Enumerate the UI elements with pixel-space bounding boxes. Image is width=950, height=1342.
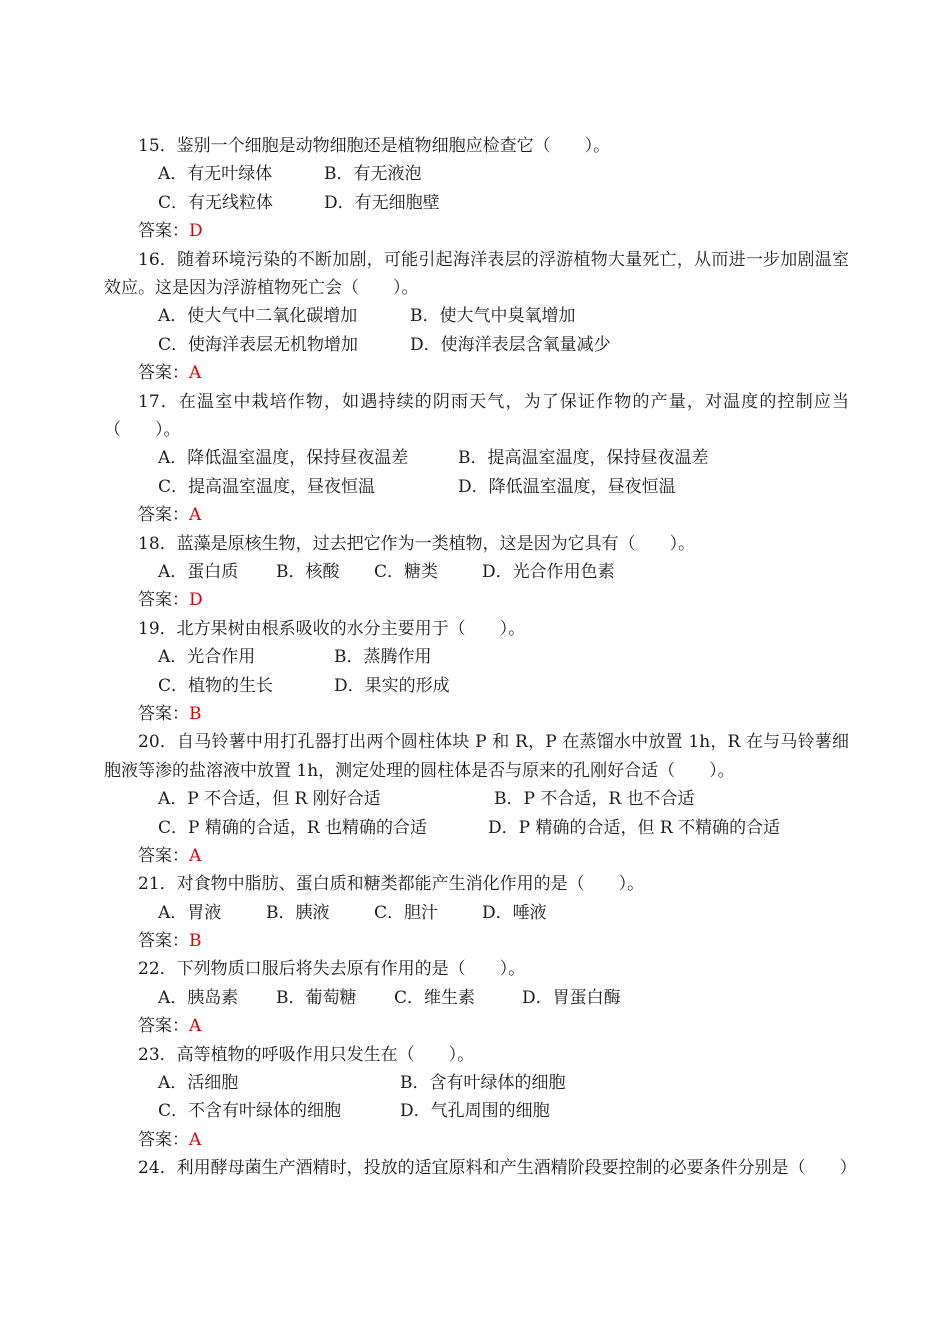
question-20 (104, 728, 849, 870)
option-c: C．有无线粒体 (158, 192, 274, 213)
question-23 (104, 1041, 849, 1155)
option-c: C．使海洋表层无机物增加 (158, 334, 359, 355)
option-b: B．蒸腾作用 (334, 647, 432, 668)
option-c: C．不含有叶绿体的细胞 (158, 1101, 342, 1122)
option-a: A．光合作用 (158, 647, 256, 668)
option-row (104, 473, 849, 501)
option-c: C．维生素 (394, 987, 476, 1008)
answer-line (104, 927, 849, 955)
answer-line (104, 359, 849, 387)
option-row (104, 558, 849, 586)
option-c: C．胆汁 (374, 902, 439, 923)
answer-line (104, 842, 849, 870)
option-d: D．唾液 (482, 902, 547, 923)
option-d: D．P 精确的合适，但 R 不精确的合适 (488, 817, 781, 838)
question-sheet (104, 132, 857, 1183)
answer-value: D (189, 221, 203, 242)
answer-line (104, 700, 849, 728)
option-row (104, 331, 849, 359)
question-stem: 21．对食物中脂肪、蛋白质和糖类都能产生消化作用的是（ ）。 (138, 874, 645, 895)
option-b: B．P 不合适，R 也不合适 (494, 789, 695, 810)
question-stem: 24．利用酵母菌生产酒精时，投放的适宜原料和产生酒精阶段要控制的必要条件分别是（ ） (138, 1158, 857, 1179)
option-row (104, 899, 849, 927)
answer-label: 答案： (138, 505, 189, 526)
option-a: A．P 不合适，但 R 刚好合适 (158, 789, 381, 810)
option-a: A．活细胞 (158, 1073, 239, 1094)
option-b: B．提高温室温度，保持昼夜温差 (458, 448, 709, 469)
option-c: C．植物的生长 (158, 675, 274, 696)
option-a: A．胰岛素 (158, 987, 239, 1008)
answer-value: D (189, 590, 203, 611)
option-d: D．有无细胞壁 (324, 192, 440, 213)
question-stem: 23．高等植物的呼吸作用只发生在（ ）。 (138, 1044, 475, 1065)
answer-value: B (189, 703, 202, 724)
answer-line (104, 1012, 849, 1040)
answer-value: A (189, 1016, 202, 1037)
question-stem: 20．自马铃薯中用打孔器打出两个圆柱体块 P 和 R，P 在蒸馏水中放置 1h，R 在与马铃薯细胞液等渗的盐溶液中放置 1h，测定处理的圆柱体是否与原来的孔刚好合适（ ）。 (104, 732, 849, 781)
question-stem: 15．鉴别一个细胞是动物细胞还是植物细胞应检查它（ ）。 (138, 136, 611, 156)
question-stem: 22．下列物质口服后将失去原有作用的是（ ）。 (138, 959, 526, 980)
answer-label: 答案： (138, 845, 189, 866)
option-b: B．有无液泡 (324, 164, 422, 185)
answer-label: 答案： (138, 703, 189, 724)
answer-label: 答案： (138, 931, 189, 952)
question-19 (104, 615, 849, 729)
option-a: A．使大气中二氧化碳增加 (158, 306, 358, 327)
option-c: C．糖类 (374, 561, 439, 582)
option-b: B．核酸 (276, 561, 340, 582)
option-d: D．光合作用色素 (482, 561, 615, 582)
option-d: D．使海洋表层含氧量减少 (410, 334, 611, 355)
question-24 (104, 1154, 857, 1182)
answer-label: 答案： (138, 363, 189, 384)
option-a: A．有无叶绿体 (158, 164, 273, 185)
question-21 (104, 870, 849, 955)
answer-label: 答案： (138, 221, 189, 242)
option-row (104, 1069, 849, 1097)
option-a: A．蛋白质 (158, 561, 239, 582)
option-row (104, 1097, 849, 1125)
question-stem: 19．北方果树由根系吸收的水分主要用于（ ）。 (138, 618, 526, 639)
answer-label: 答案： (138, 1129, 189, 1150)
option-b: B．葡萄糖 (276, 987, 357, 1008)
question-stem: 16．随着环境污染的不断加剧，可能引起海洋表层的浮游植物大量死亡，从而进一步加剧温室效应。这是因为浮游植物死亡会（ ）。 (104, 249, 849, 298)
question-stem: 18．蓝藻是原核生物，过去把它作为一类植物，这是因为它具有（ ）。 (138, 533, 696, 554)
option-d: D．降低温室温度，昼夜恒温 (458, 476, 676, 497)
question-15 (104, 132, 849, 246)
option-row (104, 189, 849, 217)
option-d: D．气孔周围的细胞 (400, 1101, 550, 1122)
option-b: B．使大气中臭氧增加 (410, 306, 576, 327)
answer-value: B (189, 931, 202, 952)
answer-label: 答案： (138, 590, 189, 611)
question-stem: 17．在温室中栽培作物，如遇持续的阴雨天气，为了保证作物的产量，对温度的控制应当（ ）。 (104, 391, 849, 440)
option-row (104, 444, 849, 472)
option-d: D．果实的形成 (334, 675, 450, 696)
answer-line (104, 501, 849, 529)
option-a: A．降低温室温度，保持昼夜温差 (158, 448, 409, 469)
question-16 (104, 246, 849, 388)
answer-value: A (189, 363, 202, 384)
option-b: B．含有叶绿体的细胞 (400, 1073, 566, 1094)
answer-value: A (189, 845, 202, 866)
option-row (104, 814, 849, 842)
answer-label: 答案： (138, 1016, 189, 1037)
option-row (104, 984, 849, 1012)
option-c: C．P 精确的合适，R 也精确的合适 (158, 817, 428, 838)
answer-line (104, 217, 849, 245)
answer-line (104, 586, 849, 614)
option-row (104, 160, 849, 188)
option-d: D．胃蛋白酶 (522, 987, 621, 1008)
option-row (104, 302, 849, 330)
option-a: A．胃液 (158, 902, 222, 923)
answer-value: A (189, 505, 202, 526)
question-17 (104, 388, 849, 530)
option-b: B．胰液 (266, 902, 330, 923)
option-row (104, 643, 849, 671)
option-row (104, 672, 849, 700)
option-row (104, 785, 849, 813)
question-22 (104, 955, 849, 1040)
question-18 (104, 530, 849, 615)
answer-value: A (189, 1129, 202, 1150)
option-c: C．提高温室温度，昼夜恒温 (158, 476, 376, 497)
answer-line (104, 1126, 849, 1154)
